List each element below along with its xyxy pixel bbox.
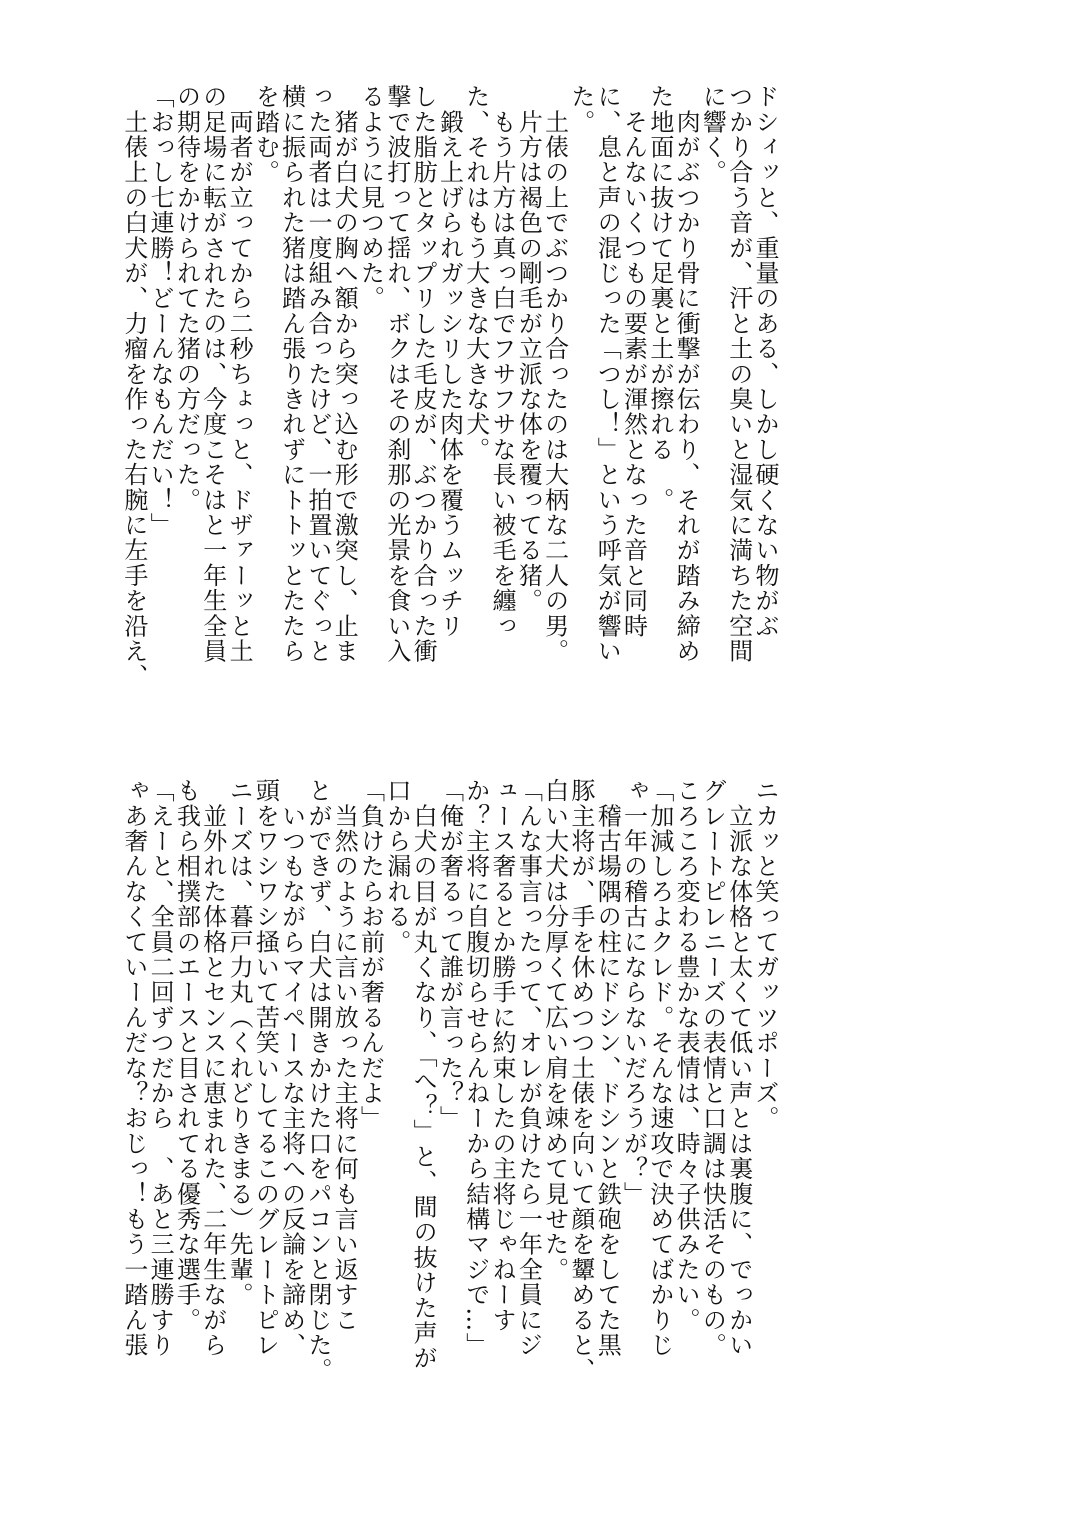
text-line: の期待をかけられてた猪の方だった。 [172,84,201,513]
text-line: いつもながらマイペースな主将への反論を諦め、 [277,778,306,1358]
text-line: そんないくつもの要素が渾然となった音と同時 [619,84,648,639]
text-line: 片方は褐色の剛毛が立派な体を覆ってる猪。 [514,84,543,614]
text-line: 「負けたらお前が奢るんだよ」 [356,778,385,1131]
text-line: ュース奢るとか勝手に約束したの主将じゃねーす [488,778,517,1333]
text-line: 「んな事言ったって、オレが負けたら一年全員にジ [514,778,543,1358]
text-line: 白犬の目が丸くなり、「へ？」と、間の抜けた声が [409,778,438,1371]
text-line: もう片方は真っ白でフサフサな長い被毛を纏っ [488,84,517,639]
text-line: グレートピレニーズの表情と口調は快活そのもの。 [698,778,727,1358]
text-line: った両者は一度組み合ったけど、一拍置いてぐっと [303,84,332,664]
text-line: した脂肪とタップリした毛皮が、ぶつかり合った衝 [409,84,438,664]
text-line: ドシィッと、重量のある、しかし硬くない物がぶ [751,84,779,639]
text-block-bottom [118,778,778,1418]
text-line: 「おっし七連勝！どーんなもんだい！」 [146,84,175,538]
text-line: るように見つめた。 [356,84,385,311]
text-line: 土俵上の白犬が、力瘤を作った右腕に左手を沿え、 [119,84,148,689]
text-line: 白い大犬は分厚くて広い肩を竦めて見せた。 [540,778,569,1282]
text-line: 豚主将が、手を休めつつ土俵を向いて顔を顰めると、 [566,778,595,1383]
text-line: か？主将に自腹切らせらんねーから結構マジで…」 [461,778,490,1358]
text-line: 当然のように言い放った主将に何も言い返すこ [330,778,359,1333]
text-line: た地面に抜けて足裏と土が擦れる 。 [645,84,674,513]
text-line: も我ら相撲部のエースと目されてる優秀な選手。 [172,778,201,1333]
text-line: た、それはもう大きな大きな犬。 [461,84,490,462]
text-line: 「俺が奢るって誰が言った？」 [435,778,464,1131]
text-block-top [118,84,778,724]
text-line: ころころ変わる豊かな表情は、時々子供みたい。 [672,778,701,1333]
text-line: 土俵の上でぶつかり合ったのは大柄な二人の男。 [540,84,569,664]
text-line: 「えーと、全員二回ずつだから 、あと三連勝すり [146,778,175,1358]
text-line: 「加減しろよクレド。そんな速攻で決めてばかりじ [645,778,674,1358]
text-line: 鍛え上げられガッシリした肉体を覆うムッチリ [435,84,464,639]
text-line: ニカッと笑ってガッツポーズ。 [751,778,779,1131]
text-line: た。 [566,84,595,135]
text-line: つかり合う音が、汗と土の臭いと湿気に満ちた空間 [724,84,753,664]
text-line: 並外れた体格とセンスに恵まれた、二年生ながら [198,778,227,1358]
text-line: とができず、白犬は開きかけた口をパコンと閉じた。 [303,778,332,1383]
text-line: に、息と声の混じった「つし！」という呼気が響い [593,84,622,664]
text-line: ゃあ奢んなくていーんだな？おじっ！もう一踏ん張 [119,778,148,1358]
text-line: に響く。 [698,84,727,185]
text-line: 猪が白犬の胸へ額から突っ込む形で激突し、止ま [330,84,359,664]
text-line: 両者が立ってから二秒ちょっと、ドザァーッと土 [225,84,254,664]
text-line: ゃ一年の稽古にならないだろうが？」 [619,778,648,1207]
text-line: 立派な体格と太くて低い声とは裏腹に、でっかい [724,778,753,1358]
text-line: 口から漏れる。 [382,778,411,955]
text-line: を踏む。 [251,84,280,185]
text-line: 肉がぶつかり骨に衝撃が伝わり、それが踏み締め [672,84,701,664]
text-line: ニーズは、暮戸力丸（くれどりきまる）先輩。 [225,778,254,1308]
text-line: 稽古場隅の柱にドシン、ドシンと鉄砲をしてた黒 [593,778,622,1358]
text-line: の足場に転がされたのは、今度こそはと一年生全員 [198,84,227,664]
text-line: 頭をワシワシ掻いて苦笑いしてるこのグレートピレ [251,778,280,1358]
text-line: 撃で波打って揺れ、ボクはその刹那の光景を食い入 [382,84,411,664]
text-line: 横に振られた猪は踏ん張りきれずにトトッとたたら [277,84,306,664]
